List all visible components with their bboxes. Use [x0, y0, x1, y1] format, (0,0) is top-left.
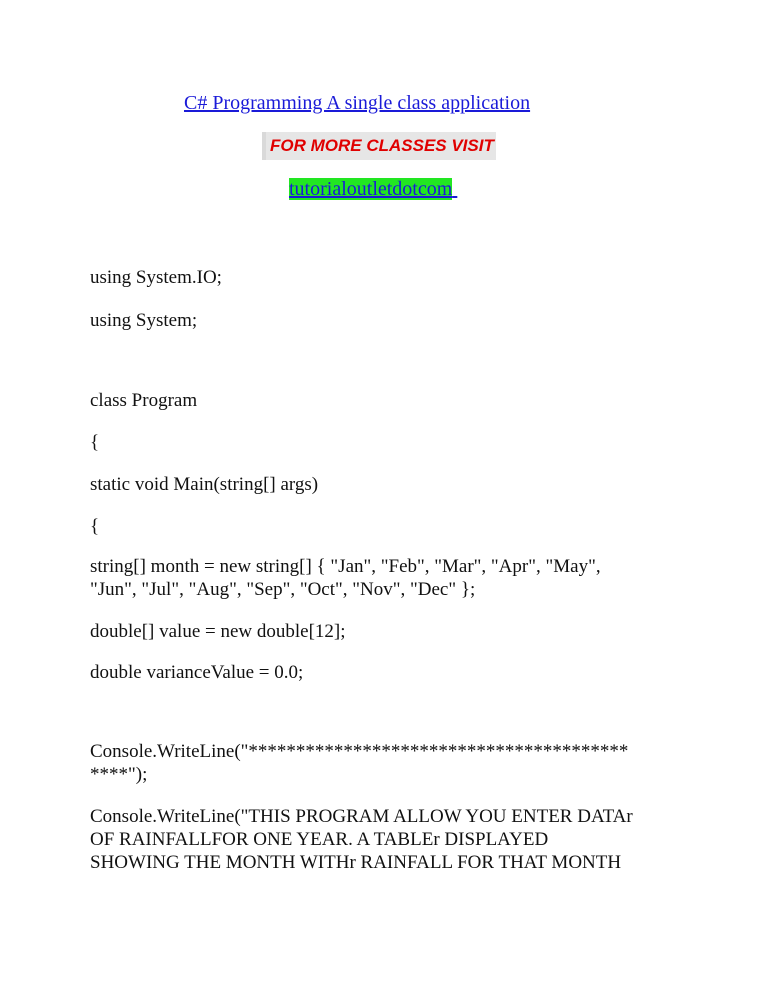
code-line-writeline-intro-1: Console.WriteLine("THIS PROGRAM ALLOW YOU ENTER DATAr — [90, 806, 633, 827]
promo-banner — [262, 132, 496, 160]
code-line-writeline-stars-2: ****"); — [90, 764, 148, 785]
page-title[interactable]: C# Programming A single class application — [184, 92, 531, 114]
code-line-value-array: double[] value = new double[12]; — [90, 621, 346, 642]
code-line-variance: double varianceValue = 0.0; — [90, 662, 304, 683]
code-line-class-program: class Program — [90, 390, 198, 411]
site-link-text[interactable]: tutorialoutletdotcom — [289, 178, 453, 200]
code-line-month-array-2: "Jun", "Jul", "Aug", "Sep", "Oct", "Nov", "Dec" }; — [90, 579, 476, 600]
code-line-using-io: using System.IO; — [90, 267, 222, 288]
code-line-open-brace: { — [90, 432, 100, 453]
site-link[interactable] — [289, 176, 457, 202]
code-line-open-brace-main: { — [90, 516, 100, 537]
code-line-main-signature: static void Main(string[] args) — [90, 474, 319, 495]
code-line-using-system: using System; — [90, 310, 198, 331]
promo-text: FOR MORE CLASSES VISIT — [266, 132, 496, 160]
code-line-writeline-intro-3: SHOWING THE MONTH WITHr RAINFALL FOR THAT MONTH — [90, 852, 622, 873]
code-line-writeline-intro-2: OF RAINFALLFOR ONE YEAR. A TABLEr DISPLAYED — [90, 829, 549, 850]
code-line-month-array-1: string[] month = new string[] { "Jan", "Feb", "Mar", "Apr", "May", — [90, 556, 601, 577]
code-line-writeline-stars-1: Console.WriteLine("**************************************** — [90, 741, 629, 762]
